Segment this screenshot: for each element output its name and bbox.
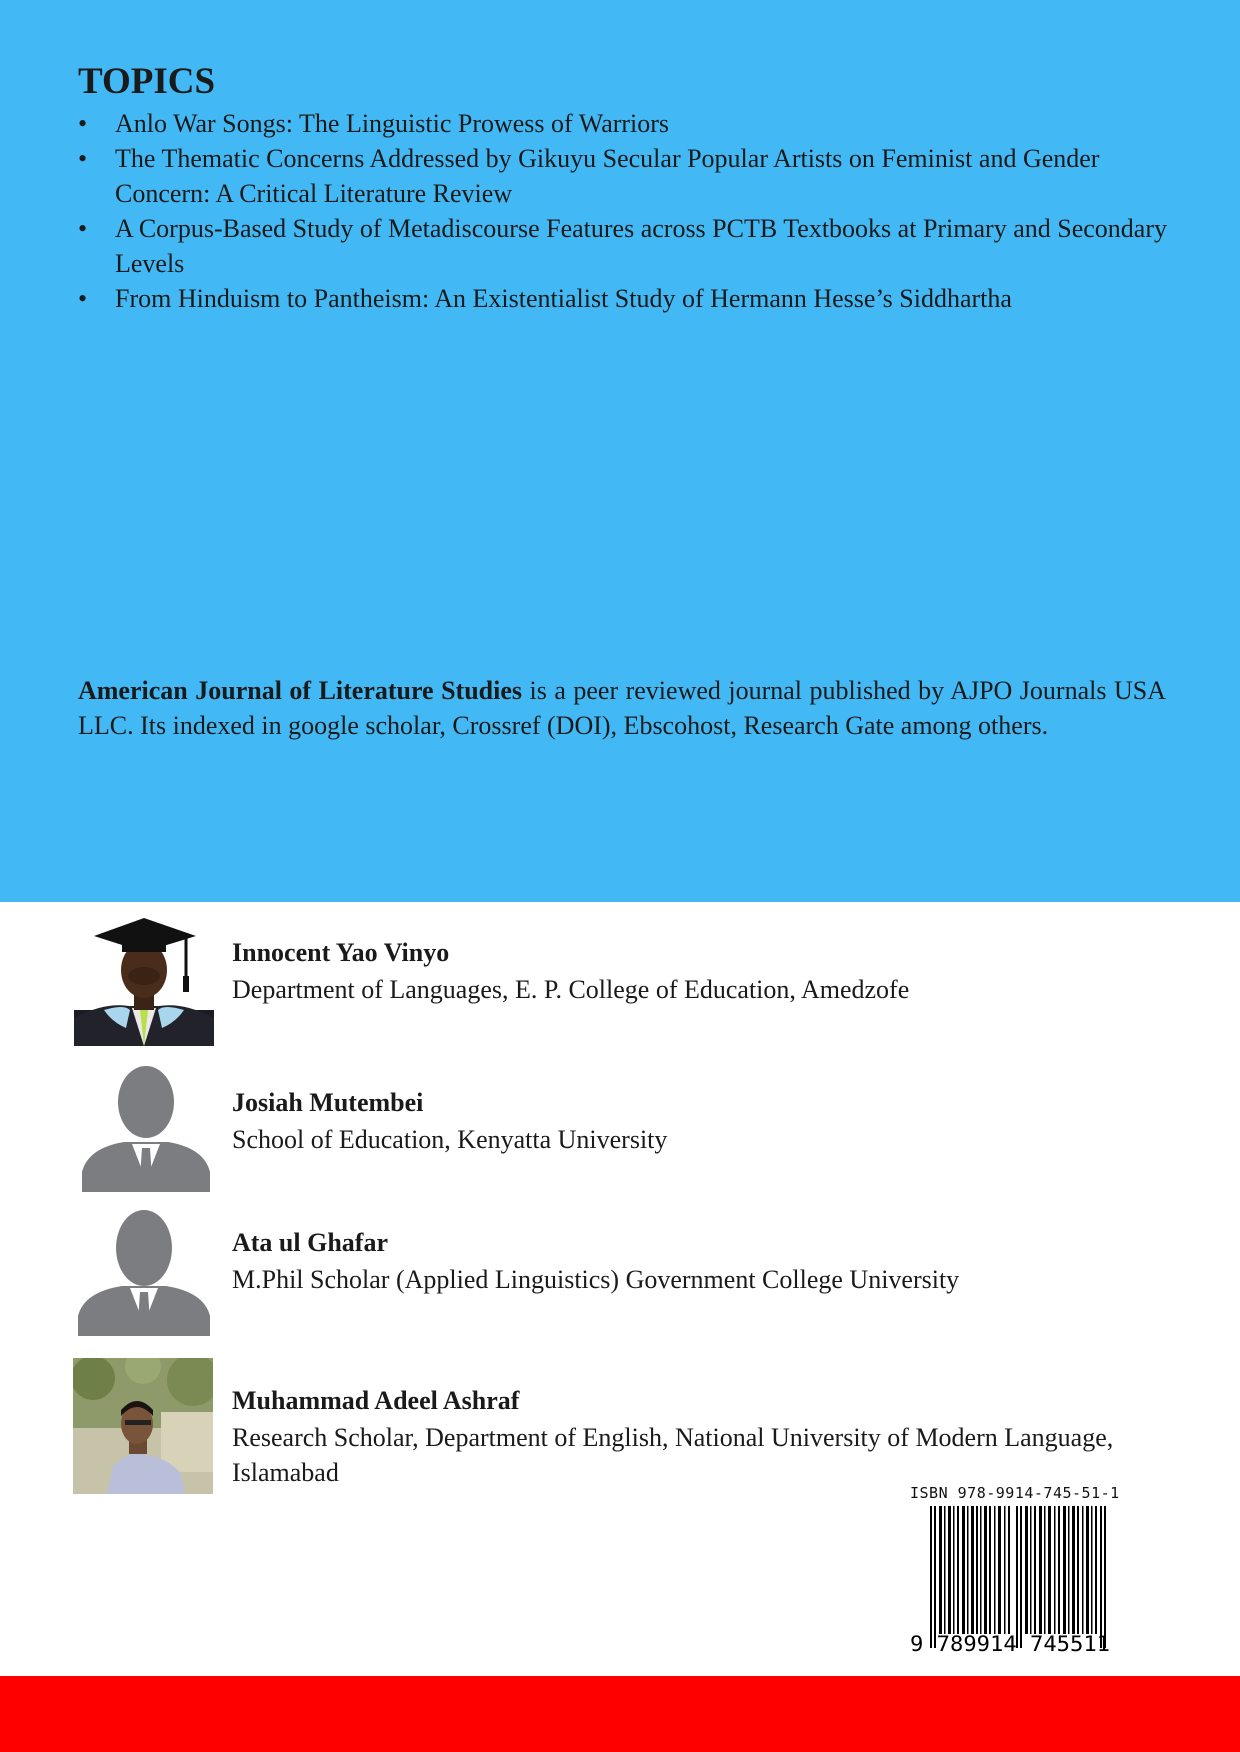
person-silhouette-icon [74, 1060, 214, 1196]
journal-description-text: is a peer reviewed journal published by AJPO Journals USA LLC. Its indexed in google scholar, Crossref (DOI), Ebscohost, Research Gate among others. [78, 676, 1166, 740]
author-name: Josiah Mutembei [232, 1088, 424, 1117]
person-silhouette-icon [74, 1200, 214, 1336]
outdoor-photo [73, 1358, 213, 1494]
topic-text: From Hinduism to Pantheism: An Existentialist Study of Hermann Hesse’s Siddhartha [115, 284, 1012, 313]
author-entry [74, 1060, 1174, 1200]
topics-title: TOPICS [78, 61, 216, 102]
author-entry [74, 910, 1174, 1050]
author-affiliation: School of Education, Kenyatta University [232, 1125, 668, 1154]
bullet-icon: • [78, 109, 88, 138]
author-name: Innocent Yao Vinyo [232, 938, 450, 967]
topic-text: The Thematic Concerns Addressed by Gikuyu Secular Popular Artists on Feminist and Gender Concern: A Critical Literature Review [115, 144, 1100, 208]
author-name: Muhammad Adeel Ashraf [232, 1386, 520, 1415]
journal-name: American Journal of Literature Studies [78, 676, 523, 705]
isbn-label: ISBN 978-9914-745-51-1 [910, 1484, 1120, 1502]
author-name: Ata ul Ghafar [232, 1228, 388, 1257]
topic-item [78, 281, 1168, 316]
isbn-digits: 9 789914 745511 [910, 1632, 1110, 1656]
journal-description [78, 673, 1166, 743]
topic-item [78, 211, 1168, 281]
isbn-barcode [908, 1484, 1128, 1664]
barcode-icon [908, 1506, 1128, 1656]
bullet-icon: • [78, 144, 88, 173]
author-affiliation: M.Phil Scholar (Applied Linguistics) Government College University [232, 1265, 960, 1294]
graduate-photo [74, 910, 214, 1046]
author-entry [74, 1358, 1174, 1498]
bottom-red-bar [0, 1676, 1240, 1752]
topic-text: Anlo War Songs: The Linguistic Prowess of Warriors [115, 109, 670, 138]
bullet-icon: • [78, 214, 88, 243]
topic-text: A Corpus-Based Study of Metadiscourse Features across PCTB Textbooks at Primary and Secondary Levels [115, 214, 1167, 278]
bullet-icon: • [78, 284, 88, 313]
topic-item [78, 106, 1168, 141]
author-affiliation: Research Scholar, Department of English, National University of Modern Language, Islamabad [232, 1423, 1114, 1487]
author-affiliation: Department of Languages, E. P. College of Education, Amedzofe [232, 975, 910, 1004]
topics-list [78, 106, 1168, 316]
topic-item [78, 141, 1168, 211]
author-entry [74, 1200, 1174, 1340]
